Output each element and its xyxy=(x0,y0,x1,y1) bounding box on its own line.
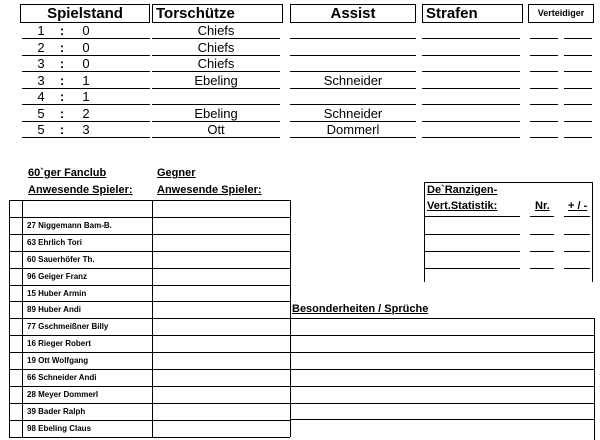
assist-name: Dommerl xyxy=(326,122,380,137)
player-name: 60 Sauerhöfer Th. xyxy=(27,254,95,264)
score-home: 3 xyxy=(37,72,45,88)
stats-plusminus-label: + / - xyxy=(568,200,588,212)
besonderheiten-line xyxy=(290,352,594,353)
row-underline xyxy=(422,104,520,105)
row-underline xyxy=(152,137,280,138)
score-separator: : xyxy=(59,72,65,88)
row-underline xyxy=(22,137,150,138)
score-home: 1 xyxy=(37,23,45,38)
row-underline xyxy=(422,38,520,39)
team-away-label: Gegner xyxy=(157,167,196,179)
player-name: 15 Huber Armin xyxy=(27,288,87,298)
row-underline xyxy=(422,71,520,72)
score-home: 5 xyxy=(37,122,45,137)
stats-box xyxy=(424,182,592,282)
grid-row-line xyxy=(9,437,290,438)
stats-border xyxy=(424,182,425,282)
score-separator: : xyxy=(59,39,65,55)
stats-border xyxy=(592,182,593,282)
score-away: 0 xyxy=(82,23,90,38)
scorer-name: Chiefs xyxy=(197,23,235,38)
player-name: 66 Schneider Andi xyxy=(27,373,97,382)
header-torschuetze: Torschütze xyxy=(152,4,283,23)
score-away: 1 xyxy=(82,89,90,104)
stats-row-line xyxy=(530,268,554,269)
stats-row-line xyxy=(424,268,520,269)
score-away: 1 xyxy=(82,72,90,88)
stats-row-line xyxy=(530,234,554,235)
row-underline xyxy=(530,104,558,105)
grid-row-line xyxy=(9,200,290,201)
stats-border xyxy=(424,182,592,183)
scorer-name: Chiefs xyxy=(197,56,235,71)
row-underline xyxy=(530,55,558,56)
team-home-label: 60`ger Fanclub xyxy=(28,167,107,179)
row-underline xyxy=(422,55,520,56)
stats-title-1: De`Ranzigen- xyxy=(427,184,498,196)
row-underline xyxy=(422,88,520,89)
player-name: 89 Huber Andi xyxy=(27,305,81,315)
team-away-players-label: Anwesende Spieler: xyxy=(157,184,262,196)
besonderheiten-line xyxy=(290,369,594,370)
assist-name: Schneider xyxy=(323,72,383,88)
score-home: 2 xyxy=(37,39,45,55)
row-underline xyxy=(22,38,150,39)
player-name: 77 Gschmeißner Billy xyxy=(27,322,109,332)
row-underline xyxy=(290,38,416,39)
stats-row-line xyxy=(564,216,590,217)
row-underline xyxy=(564,121,592,122)
header-spielstand: Spielstand xyxy=(20,4,150,23)
header-verteidiger: Verteidiger xyxy=(528,4,594,23)
besonderheiten-line xyxy=(290,335,594,336)
row-underline xyxy=(290,55,416,56)
score-home: 3 xyxy=(37,56,45,71)
assist-name: Schneider xyxy=(323,105,383,121)
player-name: 27 Niggemann Bam-B. xyxy=(27,220,112,230)
player-name: 63 Ehrlich Tori xyxy=(27,237,82,247)
scorer-name: Ebeling xyxy=(194,105,238,121)
stats-row-line xyxy=(424,251,520,252)
score-home: 4 xyxy=(37,89,45,104)
row-underline xyxy=(564,55,592,56)
player-name: 39 Bader Ralph xyxy=(27,406,86,416)
row-underline xyxy=(422,137,520,138)
score-away: 0 xyxy=(82,39,90,55)
row-underline xyxy=(530,38,558,39)
header-strafen: Strafen xyxy=(422,4,523,23)
row-underline xyxy=(152,38,280,39)
row-underline xyxy=(564,71,592,72)
stats-row-line xyxy=(530,216,554,217)
besonderheiten-border xyxy=(594,318,595,440)
row-underline xyxy=(152,71,280,72)
row-underline xyxy=(530,88,558,89)
row-underline xyxy=(530,71,558,72)
player-name: 16 Rieger Robert xyxy=(27,339,92,349)
score-separator: : xyxy=(59,23,65,38)
stats-row-line xyxy=(530,251,554,252)
row-underline xyxy=(564,104,592,105)
scorer-name: Ebeling xyxy=(194,72,238,88)
row-underline xyxy=(152,104,280,105)
row-underline xyxy=(564,38,592,39)
stats-row-line xyxy=(564,251,590,252)
grid-column-line xyxy=(22,200,23,437)
team-home-players-label: Anwesende Spieler: xyxy=(28,184,133,196)
stats-title-2: Vert.Statistik: xyxy=(427,200,498,212)
score-home: 5 xyxy=(37,105,45,121)
score-away: 3 xyxy=(82,122,90,137)
score-separator: : xyxy=(59,56,65,71)
row-underline xyxy=(290,137,416,138)
player-name: 28 Meyer Dommerl xyxy=(27,389,99,399)
grid-column-line xyxy=(9,200,10,437)
grid-column-line xyxy=(152,200,153,437)
player-name: 96 Geiger Franz xyxy=(27,271,88,281)
row-underline xyxy=(22,104,150,105)
row-underline xyxy=(290,88,416,89)
score-away: 0 xyxy=(82,56,90,71)
row-underline xyxy=(290,104,416,105)
stats-nr-label: Nr. xyxy=(535,200,550,212)
besonderheiten-line xyxy=(290,419,594,420)
score-separator: : xyxy=(59,105,65,121)
row-underline xyxy=(422,121,520,122)
row-underline xyxy=(290,71,416,72)
row-underline xyxy=(564,88,592,89)
score-separator: : xyxy=(59,122,65,137)
besonderheiten-line xyxy=(290,386,594,387)
player-name: 98 Ebeling Claus xyxy=(27,423,92,433)
stats-row-line xyxy=(564,234,590,235)
score-separator: : xyxy=(59,89,65,104)
player-name: 19 Ott Wolfgang xyxy=(27,356,89,366)
row-underline xyxy=(530,121,558,122)
stats-row-line xyxy=(564,268,590,269)
besonderheiten-label: Besonderheiten / Sprüche xyxy=(292,303,429,315)
header-assist: Assist xyxy=(290,4,416,23)
scorer-name: Ott xyxy=(207,122,225,137)
row-underline xyxy=(530,137,558,138)
scorer-name: Chiefs xyxy=(197,39,235,55)
score-away: 2 xyxy=(82,105,90,121)
row-underline xyxy=(152,88,280,89)
stats-row-line xyxy=(424,216,520,217)
row-underline xyxy=(564,137,592,138)
stats-row-line xyxy=(424,234,520,235)
besonderheiten-line xyxy=(290,403,594,404)
besonderheiten-line xyxy=(290,318,594,319)
row-underline xyxy=(22,71,150,72)
